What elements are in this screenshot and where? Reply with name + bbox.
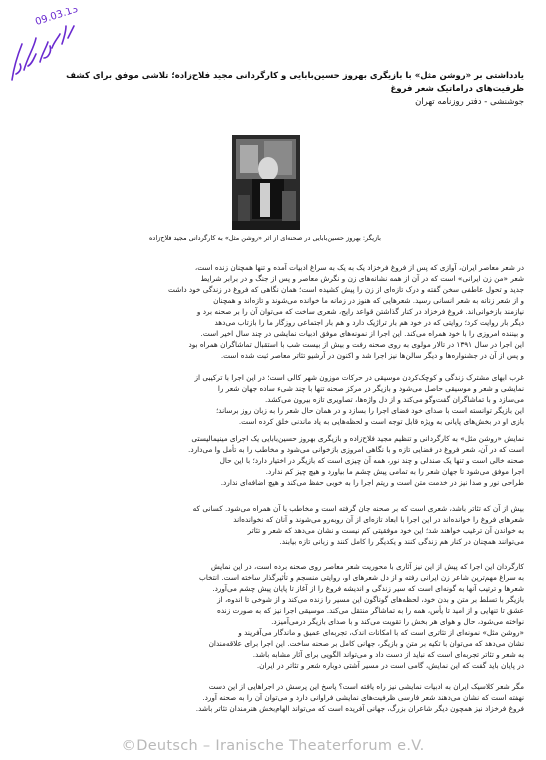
- text-line: عشق تا تنهایی و از امید تا یأس، همه را به تماشاگر منتقل می‌کند. موسیقی اجرا نیز که به صورت زنده: [217, 606, 524, 615]
- text-line: شعرها و ترتیب آنها به گونه‌ای است که سیر زندگی و اندیشه فروغ را از آغاز تا پایان پیش چشم می‌آورد.: [212, 584, 524, 593]
- text-line: نمایش «روشن مثل» به کارگردانی و تنظیم مجید فلاح‌زاده و بازیگری بهروز حسین‌بابایی یک اجرای مینیمالیستی: [191, 434, 524, 443]
- text-line: نیازمند بازخوانی‌اند. فروغ فرخزاد در کنار گذاشتن قواعد رایج، شعری ساخت که می‌توان آن را بر صحنه برد و: [196, 307, 524, 316]
- text-line: جدید و تحول عاطفی سخن گفته و درک تازه‌ای از زن را پیش کشیده است؛ همان نگاهی که فروغ در زندگی خود داشت: [168, 285, 524, 294]
- text-line: طراحی نور و صدا نیز در خدمت متن است و ریتم اجرا را به خوبی حفظ می‌کند و هیچ اضافه‌ای ندارد.: [220, 478, 524, 487]
- photo-caption: بازیگر: بهروز حسین‌بابایی در صحنه‌ای از اثر «روشن مثل» به کارگردانی مجید فلاح‌زاده: [149, 234, 381, 242]
- copyright-watermark: ©Deutsch – Iranische Theaterforum e.V.: [121, 738, 425, 754]
- text-line: بازیگر با تسلط بر متن و بدن خود، لحظه‌های گوناگون این مسیر را زنده می‌کند و از شوخی تا اندوه، از: [217, 595, 524, 604]
- text-line: این بازیگر توانسته است با صدای خود فضای اجرا را بسازد و در همان حال شعر را به زبان روز برساند؛: [215, 406, 524, 415]
- text-line: در پایان باید گفت که این نمایش، گامی است در مسیر آشتی دوباره شعر و تئاتر در ایران.: [256, 661, 524, 670]
- text-line: است که در آن، شعر فروغ در فضایی تازه و با نگاهی امروزی بازخوانی می‌شود و مخاطب را به تأمل وا می‌دارد.: [188, 445, 524, 454]
- text-line: نمایشی و شعر و موسیقی حاصل می‌شود و بازیگر در مرکز صحنه تنها با چند شیء ساده جهان شعر را: [217, 384, 524, 393]
- text-line: شعر «من زن ایرانی» است که در آن از همه نشانه‌های زن و نگرش معاصر و پس از جنگ و در برابر شرایط: [200, 274, 524, 283]
- text-line: فروغ فرخزاد نیز همچون دیگر شاعران بزرگ، جهانی آفریده است که می‌تواند الهام‌بخش هنرمندان تئاتر باشد.: [195, 704, 524, 713]
- text-line: شعرهای فروغ را خوانده‌اند در این اجرا با ابعاد تازه‌ای از آن روبه‌رو می‌شوند و آنان که نخوانده‌اند: [233, 515, 524, 524]
- text-line: این اجرا در سال ۱۳۹۱ در تالار مولوی به روی صحنه رفت و بیش از بیست شب با استقبال تماشاگران همراه بود: [188, 340, 524, 349]
- header-line: ظرفیت‌های دراماتیک شعر فروغ: [390, 84, 524, 94]
- text-line: «روشن مثل» نمونه‌ای از تئاتری است که با امکانات اندک، تجربه‌ای عمیق و ماندگار می‌آفریند و: [238, 628, 524, 637]
- text-line: می‌توانند همچنان در کنار هم زندگی کنند و یکدیگر را کامل کنند و زبانی تازه بیابند.: [279, 537, 524, 546]
- text-line: بیش از آن که تئاتر باشد، شعری است که بر صحنه جان گرفته است و مخاطب با آن همراه می‌شود. کسانی که: [192, 504, 524, 513]
- text-line: مگر شعر کلاسیک ایران به ادبیات نمایشی نیز راه یافته است؟ پاسخ این پرسش در اجراهایی از این دست: [208, 682, 524, 691]
- text-line: در شعر معاصر ایران، آوازی که پس از فروغ فرخزاد یک به یک به سراغ ادبیات آمده و تنها همچنان زنده است،: [194, 263, 524, 272]
- text-line: نواخته می‌شود، حال و هوای هر بخش را تقویت می‌کند و با صدای بازیگر درمی‌آمیزد.: [271, 617, 524, 626]
- text-line: و بیننده امروزی را با خود همراه می‌کند. این اجرا از نمونه‌های موفق ادبیات نمایشی در چند سال اخیر است.: [200, 329, 524, 338]
- body-paragraph-5: [36, 561, 524, 671]
- body-paragraph-6: [36, 681, 524, 714]
- text-line: به خواندن آن ترغیب خواهند شد؛ این خود موفقیتی کم نیست و نشان می‌دهد که شعر و تئاتر: [247, 526, 524, 535]
- header-line: جوشنشی - دفتر روزنامه تهران: [415, 97, 524, 107]
- handwritten-date: 09.03.13: [34, 8, 80, 28]
- article-photo: [232, 135, 300, 230]
- body-paragraph-3: [36, 433, 524, 488]
- text-line: غرب ابهای مشترک زندگی و کوچک‌کردن موسیقی در حرکات موزون شهر کالی است؛ در این اجرا با ترکیبی از: [194, 373, 524, 382]
- text-line: و پس از آن در جشنواره‌ها و دیگر سالن‌ها نیز اجرا شد و اکنون در آرشیو تئاتر معاصر ثبت شده است.: [220, 351, 524, 360]
- body-paragraph-1: [36, 262, 524, 361]
- body-paragraph-2: [36, 372, 524, 427]
- header-line: یادداشتی بر «روشن مثل» با بازیگری بهروز حسین‌بابایی و کارگردانی مجید فلاح‌زاده؛ تلاشی موفق برای کشف: [66, 71, 524, 81]
- text-line: بازی او در بخش‌های پایانی به ویژه قابل توجه است و لحظه‌هایی به یاد ماندنی خلق کرده است.: [238, 417, 524, 426]
- text-line: صحنه خالی است و تنها یک صندلی و چند نور، همه آن چیزی است که بازیگر در اختیار دارد؛ با این حال: [219, 456, 524, 465]
- body-paragraph-4: [36, 503, 524, 547]
- text-line: می‌سازد و با تماشاگران گفت‌وگو می‌کند و از دل واژه‌ها، تصاویری تازه بیرون می‌کشد.: [264, 395, 524, 404]
- article-header: [24, 70, 524, 109]
- text-line: به شعر و تئاتر تجربه‌ای است که نباید از دست داد و می‌تواند الگویی برای آثار مشابه باشد.: [252, 650, 524, 659]
- text-line: اجرا موفق می‌شود تا جهان شعر را به تمامی پیش چشم ما بیاورد و هیچ چیز کم ندارد.: [265, 467, 524, 476]
- text-line: نهفته است که نشان می‌دهند شعر فارسی ظرفیت‌های نمایشی فراوانی دارد و می‌توان آن را به صحنه آورد.: [202, 693, 524, 702]
- text-line: کارگردان این اجرا که پیش از این نیز آثاری با محوریت شعر معاصر روی صحنه برده است، در این نمایش: [210, 562, 524, 571]
- text-line: به سراغ مهم‌ترین شاعر زن ایرانی رفته و از دل شعرهای او، روایتی منسجم و تأثیرگذار ساخته است. انتخاب: [198, 573, 524, 582]
- text-line: نشان می‌دهد که می‌توان با تکیه بر متن و بازیگر، جهانی کامل بر صحنه ساخت. این اجرا برای علاقه‌مندان: [208, 639, 524, 648]
- text-line: دیگر بار روایت کرد؛ روایتی که در خود هم بار تراژیک دارد و هم بار اجتماعی روزگار ما را بازتاب می‌دهد: [214, 318, 524, 327]
- text-line: و از شعر زنانه به شعر انسانی رسید. شعرهایی که هنوز در زمانه ما خوانده می‌شوند و تازه‌اند و همچنان: [213, 296, 524, 305]
